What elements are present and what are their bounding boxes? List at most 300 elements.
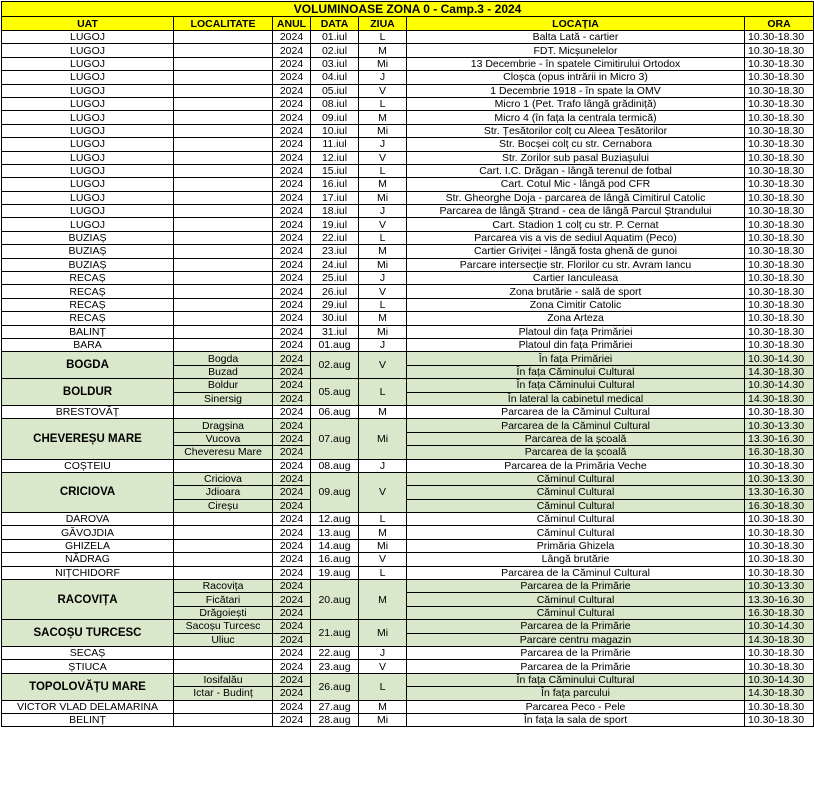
table-row <box>2 97 814 110</box>
cell-ora: 10.30-18.30 <box>745 111 814 124</box>
cell-locatia: Cart. Stadion 1 colț cu str. P. Cernat <box>407 218 745 231</box>
cell-localitate <box>174 713 273 726</box>
cell-ora: 10.30-18.30 <box>745 31 814 44</box>
cell-localitate <box>174 272 273 285</box>
col-header-localitate: LOCALITATE <box>174 17 273 31</box>
cell-anul: 2024 <box>273 379 311 392</box>
cell-ziua: Mi <box>359 539 407 552</box>
cell-data: 10.iul <box>311 124 359 137</box>
cell-locatia: Parcarea vis a vis de sediul Aquatim (Peco) <box>407 231 745 244</box>
cell-locatia: În fața Primăriei <box>407 352 745 365</box>
cell-data: 26.iul <box>311 285 359 298</box>
cell-locatia: În fața Căminului Cultural <box>407 379 745 392</box>
cell-uat: VICTOR VLAD DELAMARINA <box>2 700 174 713</box>
cell-ziua: M <box>359 526 407 539</box>
cell-ora: 10.30-18.30 <box>745 553 814 566</box>
cell-data: 11.iul <box>311 138 359 151</box>
cell-uat: BUZIAȘ <box>2 231 174 244</box>
cell-localitate <box>174 57 273 70</box>
cell-data: 08.aug <box>311 459 359 472</box>
cell-anul: 2024 <box>273 606 311 619</box>
cell-data: 19.iul <box>311 218 359 231</box>
cell-anul: 2024 <box>273 352 311 365</box>
cell-localitate: Buzad <box>174 365 273 378</box>
cell-anul: 2024 <box>273 392 311 405</box>
cell-ziua: J <box>359 646 407 659</box>
cell-ora: 10.30-18.30 <box>745 539 814 552</box>
cell-anul: 2024 <box>273 566 311 579</box>
table-row <box>2 620 814 633</box>
cell-anul: 2024 <box>273 272 311 285</box>
cell-ziua: L <box>359 231 407 244</box>
cell-localitate: Bogda <box>174 352 273 365</box>
cell-localitate: Drăgoiești <box>174 606 273 619</box>
cell-ora: 13.30-16.30 <box>745 486 814 499</box>
cell-localitate <box>174 539 273 552</box>
cell-ziua: L <box>359 164 407 177</box>
cell-locatia: În lateral la cabinetul medical <box>407 392 745 405</box>
table-row <box>2 71 814 84</box>
cell-ziua: V <box>359 472 407 512</box>
cell-ora: 14.30-18.30 <box>745 365 814 378</box>
cell-locatia: Zona Arteza <box>407 312 745 325</box>
cell-ora: 10.30-18.30 <box>745 231 814 244</box>
cell-data: 22.aug <box>311 646 359 659</box>
table-row <box>2 419 814 432</box>
cell-uat: LUGOJ <box>2 71 174 84</box>
cell-locatia: Căminul Cultural <box>407 486 745 499</box>
cell-localitate <box>174 191 273 204</box>
cell-anul: 2024 <box>273 419 311 432</box>
cell-ziua: V <box>359 84 407 97</box>
cell-data: 05.aug <box>311 379 359 406</box>
cell-ora: 13.30-16.30 <box>745 593 814 606</box>
cell-localitate <box>174 338 273 351</box>
cell-ora: 10.30-14.30 <box>745 379 814 392</box>
cell-uat: NĂDRAG <box>2 553 174 566</box>
cell-ziua: J <box>359 272 407 285</box>
cell-localitate <box>174 111 273 124</box>
cell-anul: 2024 <box>273 365 311 378</box>
table-row <box>2 245 814 258</box>
table-row <box>2 205 814 218</box>
cell-localitate <box>174 164 273 177</box>
cell-anul: 2024 <box>273 164 311 177</box>
cell-ziua: Mi <box>359 258 407 271</box>
cell-uat: LUGOJ <box>2 191 174 204</box>
cell-data: 17.iul <box>311 191 359 204</box>
cell-locatia: Parcarea Peco - Pele <box>407 700 745 713</box>
cell-anul: 2024 <box>273 258 311 271</box>
cell-uat: BOLDUR <box>2 379 174 406</box>
cell-ora: 10.30-13.30 <box>745 419 814 432</box>
cell-locatia: Micro 4 (în fața la centrala termică) <box>407 111 745 124</box>
cell-ziua: L <box>359 513 407 526</box>
cell-localitate: Dragșina <box>174 419 273 432</box>
cell-data: 08.iul <box>311 97 359 110</box>
cell-uat: LUGOJ <box>2 205 174 218</box>
cell-ziua: L <box>359 97 407 110</box>
cell-locatia: În fața Căminului Cultural <box>407 365 745 378</box>
cell-uat: TOPOLOVĂȚU MARE <box>2 673 174 700</box>
cell-ora: 13.30-16.30 <box>745 432 814 445</box>
cell-anul: 2024 <box>273 405 311 418</box>
cell-ora: 10.30-18.30 <box>745 272 814 285</box>
table-row <box>2 178 814 191</box>
cell-anul: 2024 <box>273 459 311 472</box>
cell-uat: BELINȚ <box>2 713 174 726</box>
cell-anul: 2024 <box>273 660 311 673</box>
cell-anul: 2024 <box>273 446 311 459</box>
cell-locatia: Parcarea de lângă Ștrand - cea de lângă Parcul Ștrandului <box>407 205 745 218</box>
cell-localitate <box>174 325 273 338</box>
cell-anul: 2024 <box>273 633 311 646</box>
cell-ziua: J <box>359 71 407 84</box>
cell-locatia: Cartier Ianculeasa <box>407 272 745 285</box>
table-row <box>2 124 814 137</box>
cell-anul: 2024 <box>273 218 311 231</box>
cell-ora: 14.30-18.30 <box>745 633 814 646</box>
cell-localitate <box>174 218 273 231</box>
cell-ziua: J <box>359 459 407 472</box>
cell-ziua: L <box>359 31 407 44</box>
cell-uat: LUGOJ <box>2 218 174 231</box>
cell-data: 05.iul <box>311 84 359 97</box>
cell-ora: 10.30-18.30 <box>745 205 814 218</box>
cell-data: 13.aug <box>311 526 359 539</box>
cell-data: 31.iul <box>311 325 359 338</box>
cell-locatia: În fața la sala de sport <box>407 713 745 726</box>
cell-data: 16.iul <box>311 178 359 191</box>
cell-locatia: Balta Lată - cartier <box>407 31 745 44</box>
cell-localitate <box>174 31 273 44</box>
cell-uat: GĂVOJDIA <box>2 526 174 539</box>
cell-localitate <box>174 553 273 566</box>
cell-locatia: Parcarea de la Căminul Cultural <box>407 405 745 418</box>
cell-ziua: Mi <box>359 57 407 70</box>
cell-locatia: Cart. I.C. Drăgan - lângă terenul de fotbal <box>407 164 745 177</box>
cell-anul: 2024 <box>273 97 311 110</box>
cell-locatia: Parcare intersecție str. Florilor cu str. Avram Iancu <box>407 258 745 271</box>
sheet-title: VOLUMINOASE ZONA 0 - Camp.3 - 2024 <box>2 2 814 17</box>
cell-locatia: Str. Gheorghe Doja - parcarea de lângă Cimitirul Catolic <box>407 191 745 204</box>
cell-ora: 16.30-18.30 <box>745 499 814 512</box>
cell-locatia: Parcarea de la școală <box>407 432 745 445</box>
cell-localitate <box>174 513 273 526</box>
table-row <box>2 285 814 298</box>
cell-ora: 10.30-18.30 <box>745 713 814 726</box>
cell-ora: 10.30-18.30 <box>745 151 814 164</box>
cell-data: 16.aug <box>311 553 359 566</box>
cell-ora: 10.30-18.30 <box>745 405 814 418</box>
table-row <box>2 472 814 485</box>
table-row <box>2 258 814 271</box>
table-row <box>2 352 814 365</box>
cell-data: 02.iul <box>311 44 359 57</box>
cell-localitate <box>174 245 273 258</box>
cell-anul: 2024 <box>273 205 311 218</box>
cell-data: 15.iul <box>311 164 359 177</box>
cell-anul: 2024 <box>273 553 311 566</box>
cell-ora: 10.30-18.30 <box>745 513 814 526</box>
cell-ora: 16.30-18.30 <box>745 446 814 459</box>
cell-ora: 10.30-18.30 <box>745 218 814 231</box>
cell-ziua: L <box>359 673 407 700</box>
table-row <box>2 111 814 124</box>
cell-ora: 10.30-18.30 <box>745 71 814 84</box>
cell-ora: 10.30-18.30 <box>745 178 814 191</box>
cell-uat: RACOVIȚA <box>2 580 174 620</box>
cell-localitate <box>174 71 273 84</box>
cell-uat: LUGOJ <box>2 164 174 177</box>
cell-locatia: Str. Zorilor sub pasal Buziașului <box>407 151 745 164</box>
cell-data: 12.iul <box>311 151 359 164</box>
cell-anul: 2024 <box>273 513 311 526</box>
cell-ora: 10.30-18.30 <box>745 646 814 659</box>
cell-anul: 2024 <box>273 31 311 44</box>
cell-data: 23.aug <box>311 660 359 673</box>
cell-ora: 10.30-14.30 <box>745 352 814 365</box>
cell-uat: RECAȘ <box>2 272 174 285</box>
cell-locatia: Parcarea de la Căminul Cultural <box>407 419 745 432</box>
cell-localitate: Iosifalău <box>174 673 273 686</box>
table-row <box>2 138 814 151</box>
cell-data: 21.aug <box>311 620 359 647</box>
cell-ora: 10.30-18.30 <box>745 660 814 673</box>
cell-anul: 2024 <box>273 57 311 70</box>
cell-localitate: Vucova <box>174 432 273 445</box>
col-header-ora: ORA <box>745 17 814 31</box>
cell-ora: 16.30-18.30 <box>745 606 814 619</box>
cell-uat: BOGDA <box>2 352 174 379</box>
cell-localitate <box>174 231 273 244</box>
cell-anul: 2024 <box>273 700 311 713</box>
table-row <box>2 191 814 204</box>
cell-anul: 2024 <box>273 231 311 244</box>
cell-ziua: V <box>359 151 407 164</box>
cell-anul: 2024 <box>273 71 311 84</box>
cell-locatia: Parcarea de la Primărie <box>407 580 745 593</box>
cell-uat: BRESTOVĂȚ <box>2 405 174 418</box>
cell-data: 14.aug <box>311 539 359 552</box>
table-row <box>2 57 814 70</box>
table-row <box>2 405 814 418</box>
table-row <box>2 660 814 673</box>
cell-anul: 2024 <box>273 499 311 512</box>
cell-ziua: L <box>359 566 407 579</box>
cell-data: 12.aug <box>311 513 359 526</box>
cell-anul: 2024 <box>273 312 311 325</box>
cell-localitate: Jdioara <box>174 486 273 499</box>
cell-anul: 2024 <box>273 580 311 593</box>
cell-locatia: Cart. Cotul Mic - lângă pod CFR <box>407 178 745 191</box>
cell-localitate <box>174 151 273 164</box>
cell-ora: 10.30-18.30 <box>745 84 814 97</box>
cell-ora: 10.30-18.30 <box>745 285 814 298</box>
cell-data: 18.iul <box>311 205 359 218</box>
cell-data: 28.aug <box>311 713 359 726</box>
cell-data: 04.iul <box>311 71 359 84</box>
cell-uat: LUGOJ <box>2 138 174 151</box>
cell-ziua: J <box>359 205 407 218</box>
cell-uat: BARA <box>2 338 174 351</box>
cell-locatia: FDT. Micșunelelor <box>407 44 745 57</box>
cell-locatia: Lângă brutărie <box>407 553 745 566</box>
cell-ora: 10.30-18.30 <box>745 245 814 258</box>
col-header-locatia: LOCAȚIA <box>407 17 745 31</box>
cell-anul: 2024 <box>273 178 311 191</box>
cell-localitate: Cheveresu Mare <box>174 446 273 459</box>
cell-uat: SACOȘU TURCESC <box>2 620 174 647</box>
cell-ziua: M <box>359 44 407 57</box>
cell-localitate <box>174 566 273 579</box>
cell-uat: LUGOJ <box>2 111 174 124</box>
title-row <box>2 2 814 17</box>
cell-locatia: Parcarea de la Căminul Cultural <box>407 566 745 579</box>
cell-anul: 2024 <box>273 673 311 686</box>
cell-locatia: Cloșca (opus intrării in Micro 3) <box>407 71 745 84</box>
cell-localitate: Ictar - Budinț <box>174 687 273 700</box>
cell-data: 07.aug <box>311 419 359 459</box>
cell-data: 20.aug <box>311 580 359 620</box>
cell-locatia: 1 Decembrie 1918 - în spate la OMV <box>407 84 745 97</box>
cell-ora: 10.30-18.30 <box>745 459 814 472</box>
col-header-anul: ANUL <box>273 17 311 31</box>
cell-localitate <box>174 97 273 110</box>
cell-localitate <box>174 526 273 539</box>
cell-localitate <box>174 205 273 218</box>
cell-uat: LUGOJ <box>2 151 174 164</box>
table-row <box>2 459 814 472</box>
cell-uat: ȘTIUCA <box>2 660 174 673</box>
cell-uat: RECAȘ <box>2 285 174 298</box>
cell-ziua: V <box>359 218 407 231</box>
cell-localitate <box>174 124 273 137</box>
cell-locatia: Cartier Griviței - lângă fosta ghenă de gunoi <box>407 245 745 258</box>
cell-ziua: Mi <box>359 419 407 459</box>
cell-locatia: Zona Cimitir Catolic <box>407 298 745 311</box>
cell-locatia: Parcare centru magazin <box>407 633 745 646</box>
cell-localitate <box>174 660 273 673</box>
cell-uat: LUGOJ <box>2 31 174 44</box>
cell-locatia: 13 Decembrie - în spatele Cimitirului Ortodox <box>407 57 745 70</box>
table-row <box>2 272 814 285</box>
table-row <box>2 379 814 392</box>
cell-locatia: În fața parcului <box>407 687 745 700</box>
cell-ora: 10.30-14.30 <box>745 673 814 686</box>
cell-locatia: Căminul Cultural <box>407 499 745 512</box>
cell-locatia: Căminul Cultural <box>407 513 745 526</box>
col-header-data: DATA <box>311 17 359 31</box>
cell-anul: 2024 <box>273 191 311 204</box>
cell-ora: 10.30-18.30 <box>745 258 814 271</box>
cell-localitate: Racovița <box>174 580 273 593</box>
cell-uat: LUGOJ <box>2 97 174 110</box>
cell-ziua: L <box>359 379 407 406</box>
cell-ora: 10.30-18.30 <box>745 44 814 57</box>
col-header-uat: UAT <box>2 17 174 31</box>
cell-localitate <box>174 44 273 57</box>
schedule-sheet <box>1 1 805 727</box>
cell-data: 06.aug <box>311 405 359 418</box>
cell-ora: 10.30-18.30 <box>745 57 814 70</box>
cell-uat: COȘTEIU <box>2 459 174 472</box>
cell-uat: DAROVA <box>2 513 174 526</box>
cell-ziua: M <box>359 178 407 191</box>
table-row <box>2 218 814 231</box>
cell-localitate: Ficătari <box>174 593 273 606</box>
cell-localitate <box>174 405 273 418</box>
cell-ziua: M <box>359 580 407 620</box>
col-header-ziua: ZIUA <box>359 17 407 31</box>
cell-data: 23.iul <box>311 245 359 258</box>
cell-localitate <box>174 646 273 659</box>
table-row <box>2 713 814 726</box>
cell-ora: 10.30-14.30 <box>745 620 814 633</box>
cell-locatia: Căminul Cultural <box>407 606 745 619</box>
cell-ziua: M <box>359 245 407 258</box>
cell-ziua: L <box>359 298 407 311</box>
cell-localitate <box>174 258 273 271</box>
cell-uat: LUGOJ <box>2 44 174 57</box>
cell-ora: 10.30-18.30 <box>745 312 814 325</box>
cell-data: 24.iul <box>311 258 359 271</box>
cell-ora: 10.30-18.30 <box>745 124 814 137</box>
header-row <box>2 17 814 31</box>
cell-ziua: M <box>359 405 407 418</box>
cell-anul: 2024 <box>273 84 311 97</box>
schedule-table <box>1 1 814 727</box>
cell-locatia: Primăria Ghizela <box>407 539 745 552</box>
cell-uat: CRICIOVA <box>2 472 174 512</box>
cell-uat: GHIZELA <box>2 539 174 552</box>
cell-locatia: Parcarea de la Primărie <box>407 646 745 659</box>
table-row <box>2 646 814 659</box>
cell-ziua: V <box>359 553 407 566</box>
cell-data: 02.aug <box>311 352 359 379</box>
cell-localitate <box>174 459 273 472</box>
cell-anul: 2024 <box>273 245 311 258</box>
cell-localitate <box>174 700 273 713</box>
table-row <box>2 325 814 338</box>
table-row <box>2 539 814 552</box>
cell-localitate <box>174 312 273 325</box>
table-row <box>2 513 814 526</box>
cell-data: 29.iul <box>311 298 359 311</box>
cell-anul: 2024 <box>273 138 311 151</box>
table-row <box>2 44 814 57</box>
cell-localitate: Uliuc <box>174 633 273 646</box>
cell-locatia: Zona brutărie - sală de sport <box>407 285 745 298</box>
cell-locatia: Parcarea de la Primăria Veche <box>407 459 745 472</box>
cell-locatia: Căminul Cultural <box>407 472 745 485</box>
table-body <box>2 31 814 727</box>
cell-locatia: Platoul din fața Primăriei <box>407 325 745 338</box>
cell-anul: 2024 <box>273 325 311 338</box>
cell-ora: 10.30-18.30 <box>745 191 814 204</box>
cell-ora: 10.30-18.30 <box>745 325 814 338</box>
cell-anul: 2024 <box>273 539 311 552</box>
cell-ora: 10.30-18.30 <box>745 526 814 539</box>
cell-anul: 2024 <box>273 111 311 124</box>
table-row <box>2 31 814 44</box>
cell-locatia: Parcarea de la școală <box>407 446 745 459</box>
cell-ora: 10.30-18.30 <box>745 97 814 110</box>
cell-uat: LUGOJ <box>2 57 174 70</box>
cell-localitate: Cireșu <box>174 499 273 512</box>
table-row <box>2 84 814 97</box>
table-row <box>2 338 814 351</box>
